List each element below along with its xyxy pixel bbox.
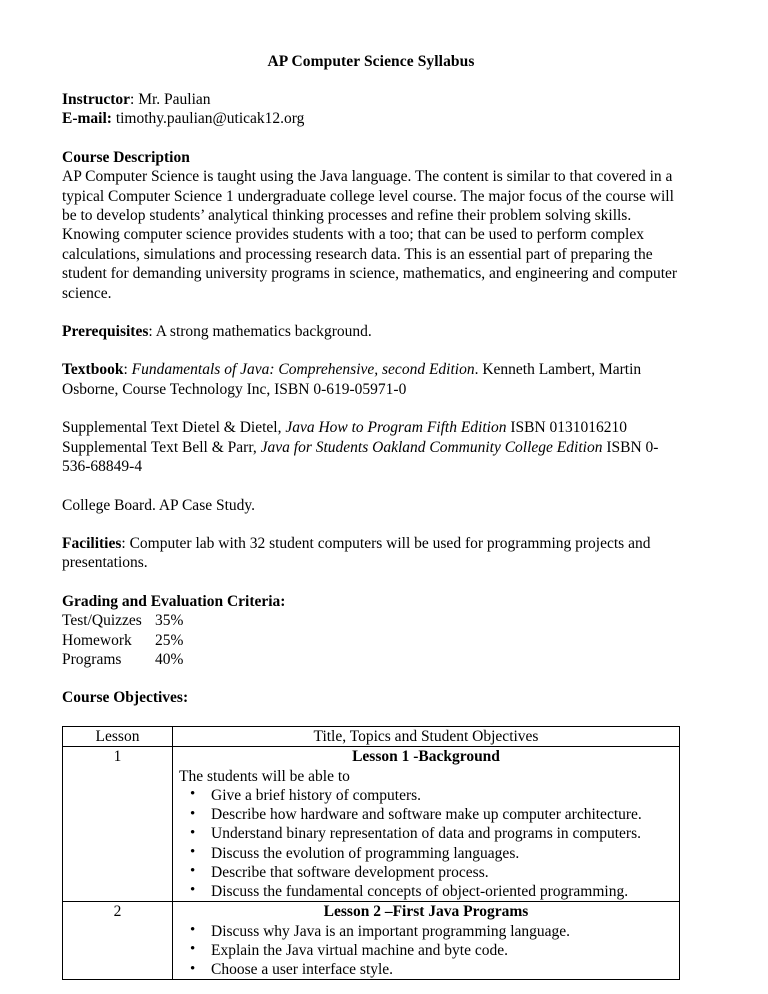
- lesson-table-body: [63, 747, 680, 980]
- list-item: • Explain the Java virtual machine and byte code.: [173, 941, 679, 960]
- table-header-row: [63, 726, 680, 746]
- grading-table-body: [62, 611, 183, 669]
- facilities-value: : Computer lab with 32 student computers will be used for programming projects and presentations.: [62, 534, 651, 572]
- list-item: • Describe how hardware and software make up computer architecture.: [173, 805, 679, 824]
- lesson-objective-list: [173, 786, 679, 901]
- list-item: • Discuss the fundamental concepts of object-oriented programming.: [173, 882, 679, 901]
- instructor-line: [62, 90, 680, 109]
- supplemental-1-isbn: ISBN 0131016210: [506, 419, 628, 437]
- grading-weight: 35%: [155, 612, 184, 630]
- list-item: • Choose a user interface style.: [173, 960, 679, 979]
- lesson-number: 2: [63, 902, 173, 980]
- document-body: [62, 52, 680, 980]
- list-item: • Describe that software development process.: [173, 863, 679, 882]
- email-line: [62, 109, 680, 128]
- spacer: [62, 515, 680, 534]
- supplemental-text-2: [62, 438, 680, 477]
- column-header-objectives: Title, Topics and Student Objectives: [173, 726, 680, 746]
- grading-category: Programs: [62, 650, 122, 668]
- grading-category: Homework: [62, 631, 132, 649]
- instructor-label: Instructor: [62, 91, 131, 108]
- spacer: [62, 71, 680, 90]
- email-value: timothy.paulian@uticak12.org: [111, 110, 305, 128]
- objectives-section: [62, 688, 680, 980]
- textbook-colon: :: [123, 361, 132, 379]
- textbook-details: . Kenneth Lambert, Martin Osborne, Course Technology Inc, ISBN 0-619-05971-0: [62, 361, 642, 398]
- grading-weight: 40%: [155, 650, 184, 668]
- lesson-content: [173, 747, 680, 902]
- grading-category: Test/Quizzes: [62, 612, 142, 630]
- lesson-objective-list: [173, 922, 679, 980]
- grading-weight: 25%: [155, 631, 184, 649]
- textbook-line: [62, 360, 680, 399]
- grading-table: [62, 611, 183, 669]
- column-header-lesson: Lesson: [63, 726, 173, 746]
- supplemental-1-title: Java How to Program Fifth Edition: [285, 419, 507, 437]
- supplemental-text-1: [62, 418, 680, 437]
- textbook-label: Textbook: [62, 361, 124, 379]
- textbook-title: Fundamentals of Java: Comprehensive, second Edition: [131, 361, 475, 379]
- course-description-heading: Course Description: [62, 148, 190, 166]
- spacer: [62, 129, 680, 148]
- spacer: [62, 477, 680, 496]
- supplemental-1-prefix: Supplemental Text Dietel & Dietel,: [62, 419, 286, 437]
- lesson-title: Lesson 1 -Background: [352, 748, 500, 766]
- spacer: [62, 303, 680, 322]
- course-description-body: AP Computer Science is taught using the Java language. The content is similar to that covered in a typical Computer Science 1 undergraduate college level course. The major focus of the course will be to develop students’ analytical thinking processes and refine their problem solving skills. Knowing computer science provides students with a too; that can be used to perform complex calculations, simulations and processing research data. This is an essential part of preparing the student for demanding university programs in science, mathematics, and engineering and computer science.: [62, 168, 678, 302]
- spacer: [62, 341, 680, 360]
- college-board-line: College Board. AP Case Study.: [62, 496, 256, 514]
- objectives-heading: Course Objectives:: [62, 689, 189, 707]
- lesson-content: [173, 902, 680, 980]
- lesson-title: Lesson 2 –First Java Programs: [323, 903, 529, 921]
- table-row: [62, 650, 183, 669]
- prerequisites-line: [62, 322, 680, 341]
- lesson-table-head: [63, 726, 680, 746]
- list-item: • Discuss the evolution of programming languages.: [173, 844, 679, 863]
- facilities-line: [62, 534, 680, 573]
- spacer: [62, 573, 680, 592]
- spacer: [62, 399, 680, 418]
- email-label: E-mail:: [62, 110, 112, 128]
- list-item: • Understand binary representation of data and programs in computers.: [173, 824, 679, 843]
- lesson-objectives-table: [62, 726, 680, 980]
- instructor-value: : Mr. Paulian: [130, 91, 211, 108]
- supplemental-2-prefix: Supplemental Text Bell & Parr,: [62, 438, 261, 456]
- list-item: • Discuss why Java is an important programming language.: [173, 922, 679, 941]
- supplemental-2-title: Java for Students Oakland Community College Edition: [260, 438, 603, 456]
- prerequisites-label: Prerequisites: [62, 323, 149, 341]
- lesson-number: 1: [63, 747, 173, 902]
- page-title: AP Computer Science Syllabus: [267, 53, 475, 70]
- prerequisites-value: : A strong mathematics background.: [148, 323, 372, 341]
- table-row: [63, 747, 680, 902]
- grading-heading: Grading and Evaluation Criteria:: [62, 592, 286, 610]
- lesson-intro: The students will be able to: [179, 767, 350, 785]
- table-row: [62, 631, 183, 650]
- list-item: • Give a brief history of computers.: [173, 786, 679, 805]
- facilities-label: Facilities: [62, 534, 122, 552]
- table-row: [62, 611, 183, 630]
- supplemental-2-isbn: ISBN 0-536-68849-4: [62, 438, 659, 476]
- table-row: [63, 902, 680, 980]
